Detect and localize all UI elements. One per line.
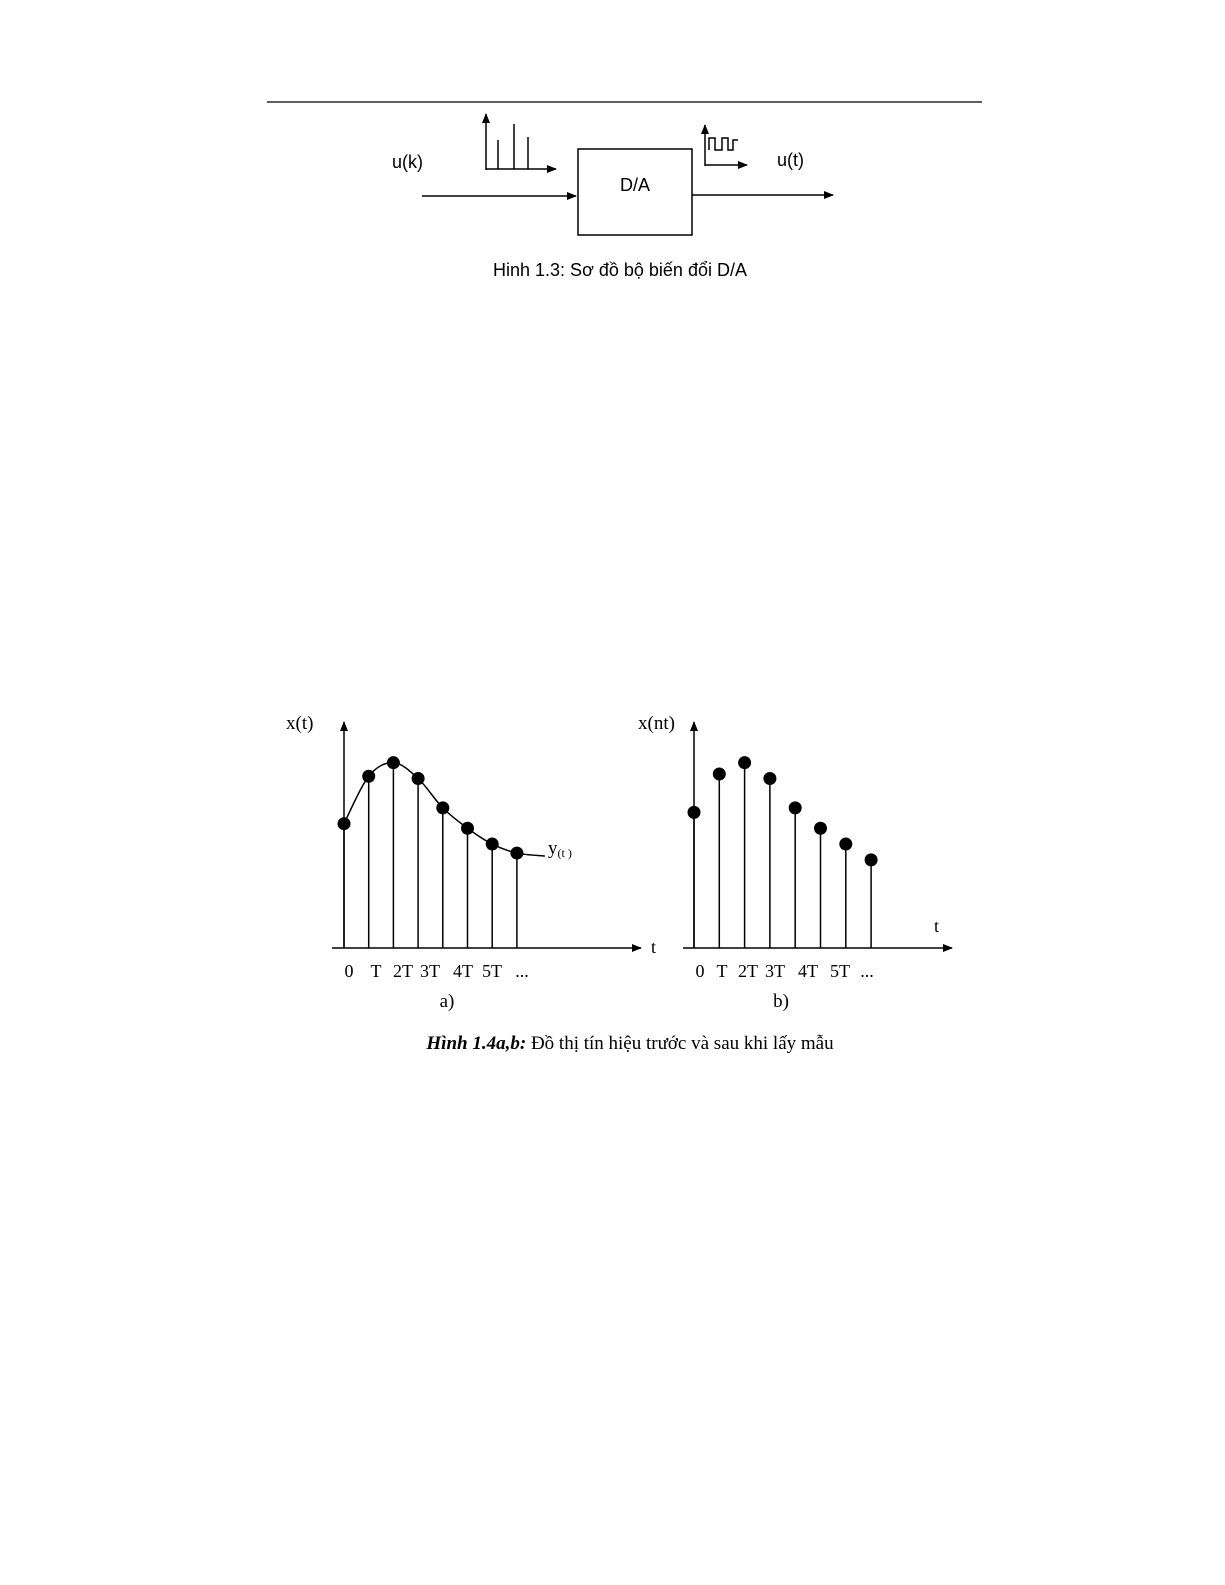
panel-a-sublabel: a) xyxy=(439,991,455,1012)
sample-point xyxy=(338,817,351,830)
x-tick-label: 5T xyxy=(482,961,502,981)
x-tick-label: ... xyxy=(515,961,529,981)
curve-label: y(t ) xyxy=(548,838,572,860)
sample-point xyxy=(387,756,400,769)
sample-point xyxy=(412,772,425,785)
sample-point xyxy=(436,801,449,814)
x-tick-label: 3T xyxy=(420,961,440,981)
da-converter-diagram xyxy=(392,114,833,280)
panel-b-y-axis-label: x(nt) xyxy=(638,713,675,734)
x-tick-label: 0 xyxy=(344,961,354,981)
output-signal-label: u(t) xyxy=(777,150,804,170)
panel-b-sublabel: b) xyxy=(773,991,789,1012)
sample-point xyxy=(713,767,726,780)
sample-point xyxy=(738,756,751,769)
x-tick-label: 4T xyxy=(798,961,818,981)
panel-b-x-axis-label: t xyxy=(934,916,940,936)
sample-point xyxy=(461,822,474,835)
x-tick-label: ... xyxy=(860,961,874,981)
x-tick-label: 2T xyxy=(738,961,758,981)
x-tick-label: T xyxy=(370,961,382,981)
discrete-pulse-icon xyxy=(486,114,556,170)
sample-point xyxy=(688,806,701,819)
x-tick-label: T xyxy=(716,961,728,981)
input-signal-label: u(k) xyxy=(392,152,423,172)
sample-point xyxy=(763,772,776,785)
x-tick-label: 5T xyxy=(830,961,850,981)
staircase-signal-icon xyxy=(705,125,747,166)
panel-b-sampled-signal xyxy=(638,713,952,1012)
sample-point xyxy=(510,847,523,860)
sample-point xyxy=(865,853,878,866)
sample-point xyxy=(486,838,499,851)
sampling-figure xyxy=(286,713,952,1054)
sample-point xyxy=(814,822,827,835)
panel-a-x-axis-label: t xyxy=(651,937,657,957)
da-block-label: D/A xyxy=(619,175,651,195)
panel-a-y-axis-label: x(t) xyxy=(286,713,314,734)
x-tick-label: 3T xyxy=(765,961,785,981)
x-tick-label: 4T xyxy=(453,961,473,981)
sample-point xyxy=(789,801,802,814)
sample-point xyxy=(362,770,375,783)
figure-1-4-caption: Hình 1.4a,b: Đồ thị tín hiệu trước và sau khi lấy mẫu xyxy=(426,1033,834,1054)
sample-point xyxy=(839,838,852,851)
x-tick-label: 2T xyxy=(393,961,413,981)
x-tick-label: 0 xyxy=(695,961,705,981)
figure-1-3-caption: Hinh 1.3: Sơ đồ bộ biến đổi D/A xyxy=(493,260,747,280)
panel-a-continuous-signal xyxy=(286,713,656,1012)
